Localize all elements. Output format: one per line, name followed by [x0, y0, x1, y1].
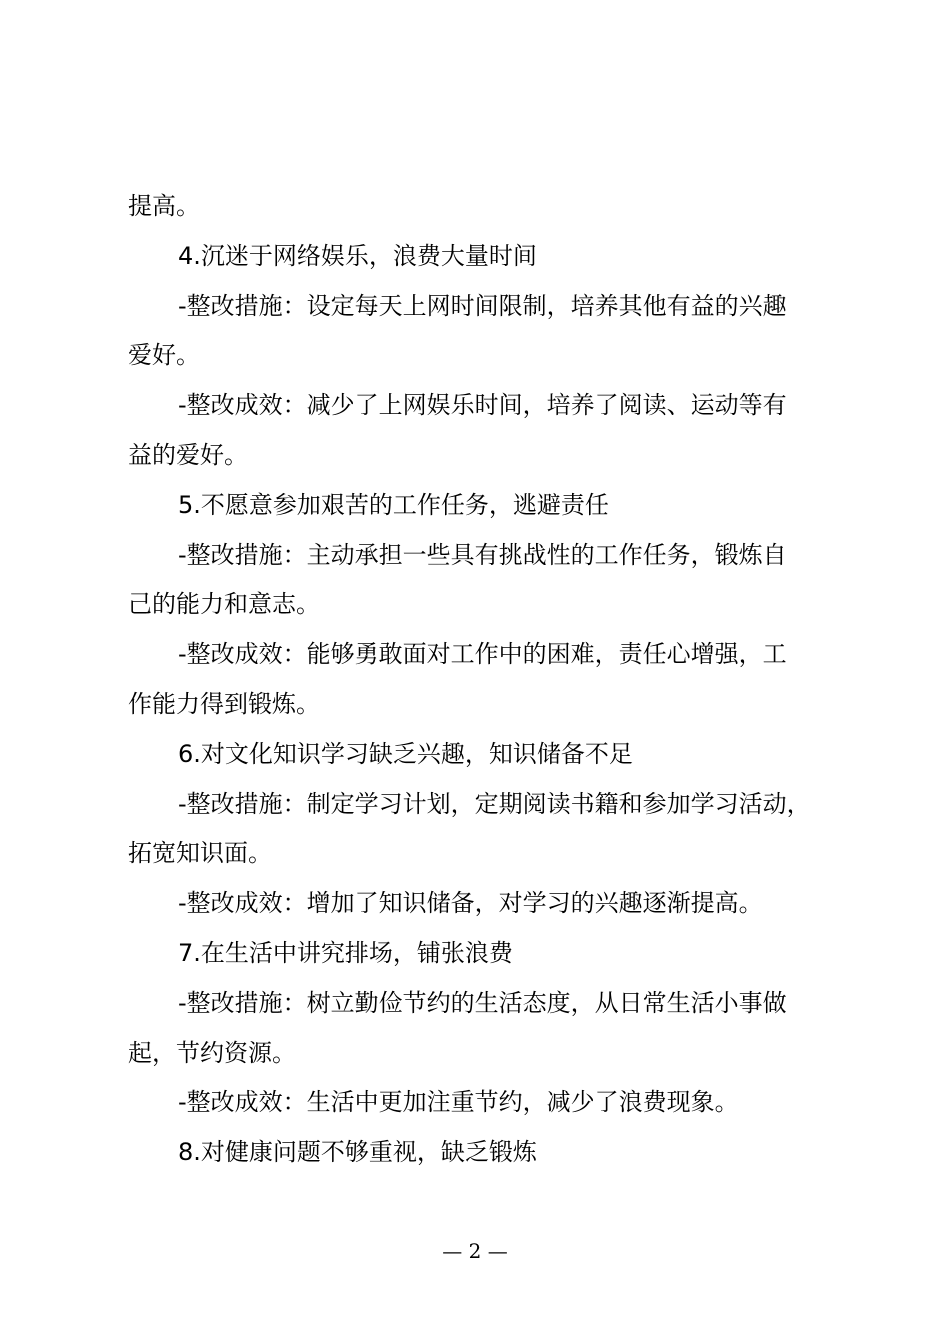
- text-line: 益的爱好。: [128, 440, 248, 469]
- text-line: 己的能力和意志。: [128, 590, 320, 619]
- section-heading: 6.对文化知识学习缺乏兴趣，知识储备不足: [178, 739, 633, 768]
- text-line: 提高。: [128, 192, 200, 220]
- text-line: -整改成效：能够勇敢面对工作中的困难，责任心增强，工: [178, 640, 787, 669]
- text-line: -整改成效：减少了上网娱乐时间，培养了阅读、运动等有: [178, 391, 787, 420]
- text-line: -整改措施：设定每天上网时间限制，培养其他有益的兴趣: [178, 291, 787, 320]
- text-line: -整改成效：增加了知识储备，对学习的兴趣逐渐提高。: [178, 889, 763, 918]
- text-line: -整改措施：制定学习计划，定期阅读书籍和参加学习活动，: [178, 789, 811, 818]
- page-number: — 2 —: [442, 1239, 508, 1263]
- document-body: [128, 182, 848, 1178]
- section-heading: 5.不愿意参加艰苦的工作任务，逃避责任: [178, 490, 609, 519]
- section-heading: 7.在生活中讲究排场，铺张浪费: [178, 938, 513, 967]
- text-line: -整改措施：树立勤俭节约的生活态度，从日常生活小事做: [178, 988, 787, 1017]
- text-line: 起，节约资源。: [128, 1038, 296, 1067]
- section-heading: 8.对健康问题不够重视，缺乏锻炼: [178, 1138, 537, 1167]
- text-line: 作能力得到锻炼。: [128, 689, 320, 718]
- text-line: -整改措施：主动承担一些具有挑战性的工作任务，锻炼自: [178, 540, 787, 569]
- text-line: -整改成效：生活中更加注重节约，减少了浪费现象。: [178, 1088, 739, 1117]
- section-heading: 4.沉迷于网络娱乐，浪费大量时间: [178, 241, 537, 270]
- text-line: 爱好。: [128, 341, 200, 370]
- text-line: 拓宽知识面。: [128, 839, 272, 868]
